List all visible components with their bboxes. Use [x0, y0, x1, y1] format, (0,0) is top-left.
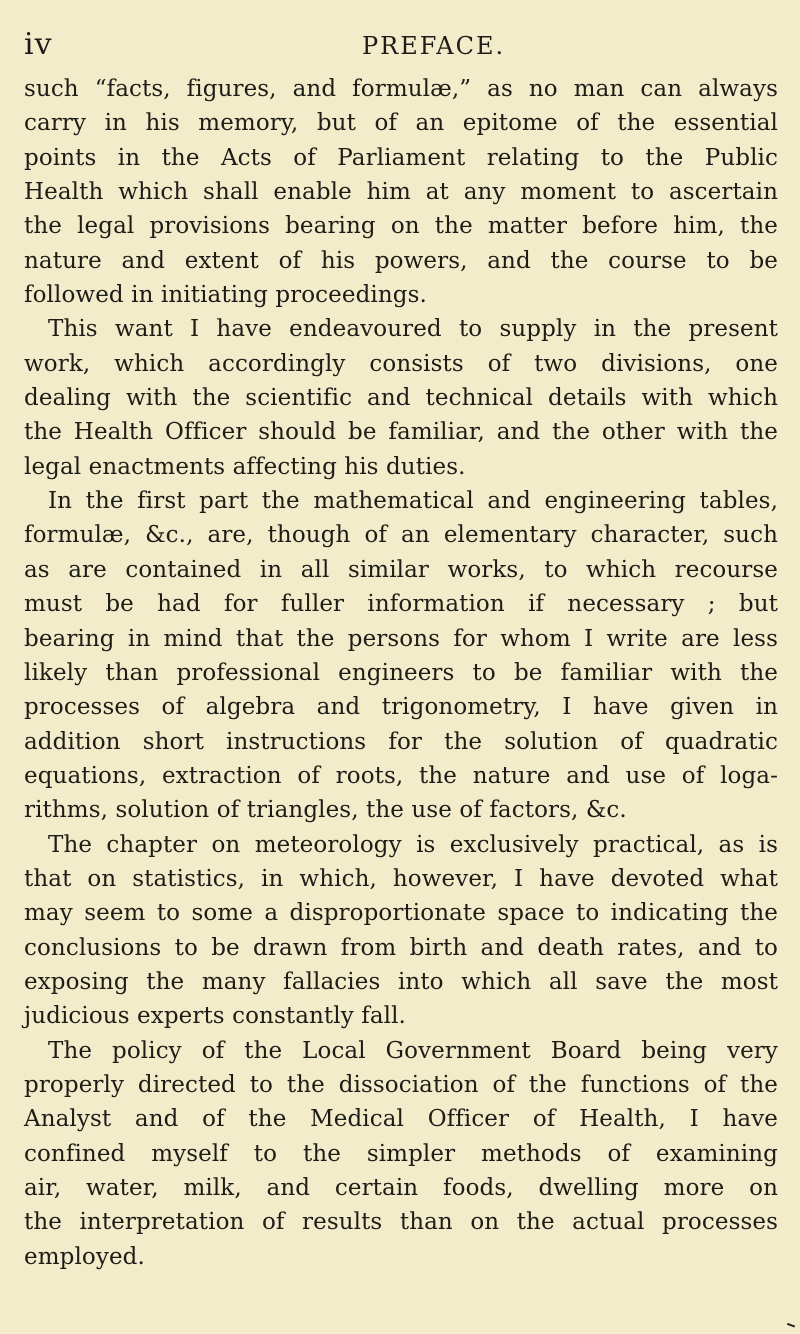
page-number: iv [24, 27, 53, 62]
text-line: This want I have endeavoured to supply in the present [48, 316, 778, 343]
text-line: In the first part the mathematical and engineering tables, [48, 488, 778, 515]
text-line: conclusions to be drawn from birth and death rates, and to [24, 934, 778, 961]
running-head [0, 27, 800, 62]
text-line: legal enactments affecting his duties. [24, 453, 466, 480]
text-line: rithms, solution of triangles, the use of factors, &c. [24, 797, 627, 824]
text-line: judicious experts constantly fall. [24, 1003, 406, 1030]
text-line: as are contained in all similar works, to which recourse [24, 556, 778, 583]
text-line: The policy of the Local Government Board being very [48, 1037, 778, 1064]
text-line: may seem to some a disproportionate space to indicating the [24, 900, 778, 927]
preface-body [24, 72, 778, 1274]
text-line: bearing in mind that the persons for whom I write are less [24, 625, 778, 652]
text-line: properly directed to the dissociation of the functions of the [24, 1071, 778, 1098]
text-line: that on statistics, in which, however, I have devoted what [24, 865, 778, 892]
text-line: dealing with the scientific and technical details with which [24, 385, 778, 412]
text-line: followed in initiating proceedings. [24, 282, 427, 309]
text-line: the Health Officer should be familiar, and the other with the [24, 419, 778, 446]
text-line: the interpretation of results than on the actual processes [24, 1209, 778, 1236]
text-line: Health which shall enable him at any moment to ascertain [24, 179, 778, 206]
text-line: carry in his memory, but of an epitome of the essential [24, 110, 778, 137]
text-line: Analyst and of the Medical Officer of Health, I have [24, 1106, 778, 1133]
text-line: formulæ, &c., are, though of an elementary character, such [24, 522, 778, 549]
text-line: exposing the many fallacies into which all save the most [24, 968, 778, 995]
text-line: work, which accordingly consists of two divisions, one [24, 350, 778, 377]
text-line: The chapter on meteorology is exclusively practical, as is [48, 831, 778, 858]
text-line: nature and extent of his powers, and the course to be [24, 247, 778, 274]
text-line: must be had for fuller information if necessary ; but [24, 591, 778, 618]
text-line: addition short instructions for the solution of quadratic [24, 728, 778, 755]
page-corner-mark [785, 1323, 795, 1333]
text-line: processes of algebra and trigonometry, I have given in [24, 694, 778, 721]
text-line: the legal provisions bearing on the matter before him, the [24, 213, 778, 240]
running-title: PREFACE. [362, 32, 506, 60]
text-line: air, water, milk, and certain foods, dwelling more on [24, 1175, 778, 1201]
text-line: such “facts, figures, and formulæ,” as no man can always [24, 76, 778, 102]
text-line: employed. [24, 1243, 145, 1270]
text-line: equations, extraction of roots, the nature and use of loga- [24, 762, 778, 789]
text-line: confined myself to the simpler methods of examining [24, 1140, 778, 1167]
text-line: points in the Acts of Parliament relating to the Public [24, 144, 778, 171]
text-line: likely than professional engineers to be familiar with the [24, 659, 778, 686]
